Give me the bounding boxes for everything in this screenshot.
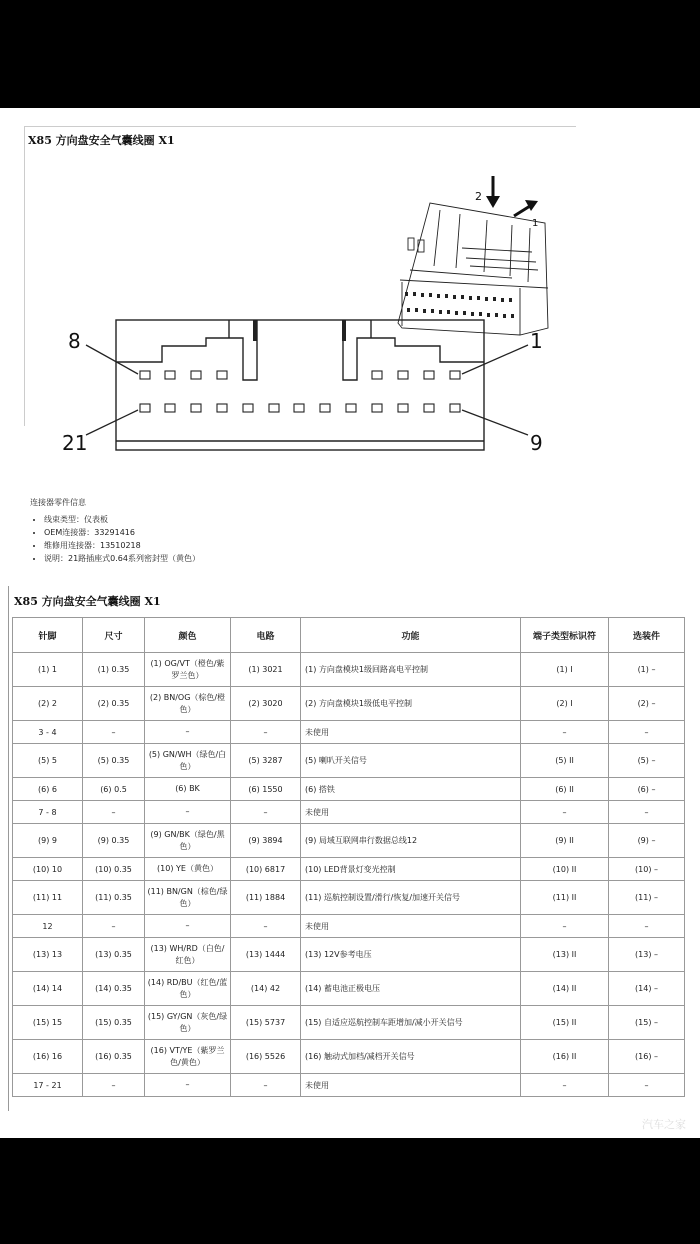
table-cell: – bbox=[145, 915, 231, 938]
table-cell: (6) BK bbox=[145, 778, 231, 801]
table-cell: 未使用 bbox=[301, 721, 521, 744]
info-heading: 连接器零件信息 bbox=[30, 498, 86, 507]
table-cell: (2) – bbox=[609, 687, 685, 721]
table-cell: (9) – bbox=[609, 824, 685, 858]
watermark: 汽车之家 bbox=[642, 1118, 686, 1131]
table-header-row bbox=[13, 618, 685, 653]
table-cell: (13) 13 bbox=[13, 938, 83, 972]
table-cell: (14) 蓄电池正极电压 bbox=[301, 972, 521, 1006]
table-cell: (15) II bbox=[521, 1006, 609, 1040]
table-cell: (10) 10 bbox=[13, 858, 83, 881]
table-cell: (1) 3021 bbox=[231, 653, 301, 687]
table-title: X85 方向盘安全气囊线圈 X1 bbox=[14, 595, 161, 608]
table-cell: (15) 0.35 bbox=[83, 1006, 145, 1040]
table-cell: – bbox=[83, 1074, 145, 1097]
info-item: • 维修用连接器：13510218 bbox=[44, 539, 200, 552]
table-cell: (2) I bbox=[521, 687, 609, 721]
table-cell: – bbox=[609, 721, 685, 744]
table-cell: (2) BN/OG（棕色/橙色） bbox=[145, 687, 231, 721]
table-cell: (13) 1444 bbox=[231, 938, 301, 972]
table-cell: (14) 42 bbox=[231, 972, 301, 1006]
table-cell: (14) II bbox=[521, 972, 609, 1006]
table-row bbox=[13, 938, 685, 972]
table-cell: (14) 0.35 bbox=[83, 972, 145, 1006]
info-item: • 线束类型：仪表板 bbox=[44, 513, 200, 526]
table-row bbox=[13, 824, 685, 858]
table-row bbox=[13, 1006, 685, 1040]
table-cell: – bbox=[231, 915, 301, 938]
table-cell: (5) GN/WH（绿色/白色） bbox=[145, 744, 231, 778]
table-cell: (6) 1550 bbox=[231, 778, 301, 801]
table-cell: 12 bbox=[13, 915, 83, 938]
table-cell: 7 - 8 bbox=[13, 801, 83, 824]
info-item: • 说明：21路插座式0.64系列密封型（黄色） bbox=[44, 552, 200, 565]
table-cell: (1) 1 bbox=[13, 653, 83, 687]
pin-row-bottom bbox=[140, 404, 460, 412]
header-color: 颜色 bbox=[145, 618, 231, 653]
table-cell: (14) RD/BU（红色/蓝色） bbox=[145, 972, 231, 1006]
table-cell: (9) 3894 bbox=[231, 824, 301, 858]
arrow-label-right: 1 bbox=[532, 218, 539, 229]
table-cell: – bbox=[521, 721, 609, 744]
divider bbox=[24, 126, 576, 127]
table-row bbox=[13, 1040, 685, 1074]
arrow-down-icon bbox=[486, 176, 500, 208]
table-cell: 未使用 bbox=[301, 1074, 521, 1097]
table-cell: (1) 方向盘模块1级回路高电平控制 bbox=[301, 653, 521, 687]
table-cell: (1) OG/VT（橙色/紫罗兰色） bbox=[145, 653, 231, 687]
table-cell: (15) 5737 bbox=[231, 1006, 301, 1040]
table-cell: – bbox=[609, 915, 685, 938]
header-function: 功能 bbox=[301, 618, 521, 653]
table-cell: – bbox=[83, 721, 145, 744]
table-row bbox=[13, 972, 685, 1006]
table-cell: (15) 自适应巡航控制车距增加/减小开关信号 bbox=[301, 1006, 521, 1040]
divider bbox=[8, 586, 9, 1111]
pin-table bbox=[12, 617, 685, 1097]
table-cell: (5) 5 bbox=[13, 744, 83, 778]
connector-title: X85 方向盘安全气囊线圈 X1 bbox=[28, 134, 175, 147]
table-cell: (16) VT/YE（紫罗兰色/黄色） bbox=[145, 1040, 231, 1074]
table-cell: (13) II bbox=[521, 938, 609, 972]
table-cell: (10) 0.35 bbox=[83, 858, 145, 881]
table-cell: (5) 喇叭开关信号 bbox=[301, 744, 521, 778]
arrow-right-icon bbox=[514, 200, 538, 216]
table-cell: (13) 0.35 bbox=[83, 938, 145, 972]
header-size: 尺寸 bbox=[83, 618, 145, 653]
table-cell: (11) II bbox=[521, 881, 609, 915]
table-cell: (5) 3287 bbox=[231, 744, 301, 778]
table-cell: (9) II bbox=[521, 824, 609, 858]
table-cell: – bbox=[609, 1074, 685, 1097]
table-cell: – bbox=[83, 801, 145, 824]
table-cell: (9) 0.35 bbox=[83, 824, 145, 858]
table-cell: (13) – bbox=[609, 938, 685, 972]
table-cell: (6) – bbox=[609, 778, 685, 801]
table-cell: (2) 方向盘模块1级低电平控制 bbox=[301, 687, 521, 721]
table-cell: (5) – bbox=[609, 744, 685, 778]
table-cell: – bbox=[521, 915, 609, 938]
table-cell: (1) 0.35 bbox=[83, 653, 145, 687]
table-row bbox=[13, 858, 685, 881]
table-cell: (6) 搭铁 bbox=[301, 778, 521, 801]
pin-label-21: 21 bbox=[62, 431, 88, 455]
pin-label-9: 9 bbox=[530, 431, 543, 455]
table-cell: (13) WH/RD（白色/红色） bbox=[145, 938, 231, 972]
table-cell: (16) 16 bbox=[13, 1040, 83, 1074]
table-cell: (10) LED背景灯变光控制 bbox=[301, 858, 521, 881]
header-option: 选装件 bbox=[609, 618, 685, 653]
table-cell: (16) 5526 bbox=[231, 1040, 301, 1074]
table-cell: (10) YE（黄色） bbox=[145, 858, 231, 881]
connector-diagram bbox=[0, 148, 700, 488]
table-cell: – bbox=[145, 801, 231, 824]
arrow-label-down: 2 bbox=[475, 190, 482, 203]
table-cell: (10) 6817 bbox=[231, 858, 301, 881]
table-cell: (16) 0.35 bbox=[83, 1040, 145, 1074]
header-pin: 针脚 bbox=[13, 618, 83, 653]
table-cell: 未使用 bbox=[301, 915, 521, 938]
table-cell: – bbox=[145, 721, 231, 744]
table-row bbox=[13, 881, 685, 915]
table-cell: (11) 0.35 bbox=[83, 881, 145, 915]
document-page bbox=[0, 108, 700, 1138]
table-cell: – bbox=[521, 1074, 609, 1097]
table-cell: (11) 1884 bbox=[231, 881, 301, 915]
table-cell: (9) 局域互联网串行数据总线12 bbox=[301, 824, 521, 858]
table-row bbox=[13, 653, 685, 687]
table-cell: 17 - 21 bbox=[13, 1074, 83, 1097]
table-cell: (5) 0.35 bbox=[83, 744, 145, 778]
table-cell: (13) 12V参考电压 bbox=[301, 938, 521, 972]
header-terminal-type: 端子类型标识符 bbox=[521, 618, 609, 653]
table-cell: (16) – bbox=[609, 1040, 685, 1074]
table-row bbox=[13, 744, 685, 778]
table-cell: (15) 15 bbox=[13, 1006, 83, 1040]
table-cell: (10) II bbox=[521, 858, 609, 881]
table-cell: (16) II bbox=[521, 1040, 609, 1074]
table-cell: (6) 6 bbox=[13, 778, 83, 801]
connector-info bbox=[30, 496, 200, 565]
pin-label-1: 1 bbox=[530, 329, 543, 353]
table-cell: (9) GN/BK（绿色/黑色） bbox=[145, 824, 231, 858]
table-row bbox=[13, 721, 685, 744]
table-cell: – bbox=[83, 915, 145, 938]
table-row bbox=[13, 778, 685, 801]
table-cell: (1) I bbox=[521, 653, 609, 687]
table-cell: (6) 0.5 bbox=[83, 778, 145, 801]
leader-lines bbox=[86, 345, 528, 435]
table-cell: (16) 触动式加档/减档开关信号 bbox=[301, 1040, 521, 1074]
table-cell: (9) 9 bbox=[13, 824, 83, 858]
connector-face-view bbox=[116, 320, 484, 450]
table-cell: – bbox=[231, 801, 301, 824]
table-cell: (2) 0.35 bbox=[83, 687, 145, 721]
table-row bbox=[13, 801, 685, 824]
table-cell: (15) GY/GN（灰色/绿色） bbox=[145, 1006, 231, 1040]
table-cell: (6) II bbox=[521, 778, 609, 801]
table-cell: – bbox=[231, 1074, 301, 1097]
table-cell: (2) 2 bbox=[13, 687, 83, 721]
table-cell: – bbox=[145, 1074, 231, 1097]
pin-row-top bbox=[140, 371, 460, 379]
table-cell: (10) – bbox=[609, 858, 685, 881]
table-cell: (11) 11 bbox=[13, 881, 83, 915]
table-cell: (11) 巡航控制设置/滑行/恢复/加速开关信号 bbox=[301, 881, 521, 915]
table-cell: (11) – bbox=[609, 881, 685, 915]
table-cell: 未使用 bbox=[301, 801, 521, 824]
table-cell: (1) – bbox=[609, 653, 685, 687]
table-cell: (15) – bbox=[609, 1006, 685, 1040]
header-circuit: 电路 bbox=[231, 618, 301, 653]
info-list bbox=[30, 513, 200, 565]
table-cell: (14) – bbox=[609, 972, 685, 1006]
table-row bbox=[13, 1074, 685, 1097]
table-cell: 3 - 4 bbox=[13, 721, 83, 744]
table-row bbox=[13, 687, 685, 721]
pin-label-8: 8 bbox=[68, 329, 81, 353]
table-row bbox=[13, 915, 685, 938]
table-cell: – bbox=[521, 801, 609, 824]
table-cell: – bbox=[609, 801, 685, 824]
info-item: • OEM连接器：33291416 bbox=[44, 526, 200, 539]
table-cell: (5) II bbox=[521, 744, 609, 778]
table-cell: (2) 3020 bbox=[231, 687, 301, 721]
table-cell: (14) 14 bbox=[13, 972, 83, 1006]
table-cell: – bbox=[231, 721, 301, 744]
table-cell: (11) BN/GN（棕色/绿色） bbox=[145, 881, 231, 915]
